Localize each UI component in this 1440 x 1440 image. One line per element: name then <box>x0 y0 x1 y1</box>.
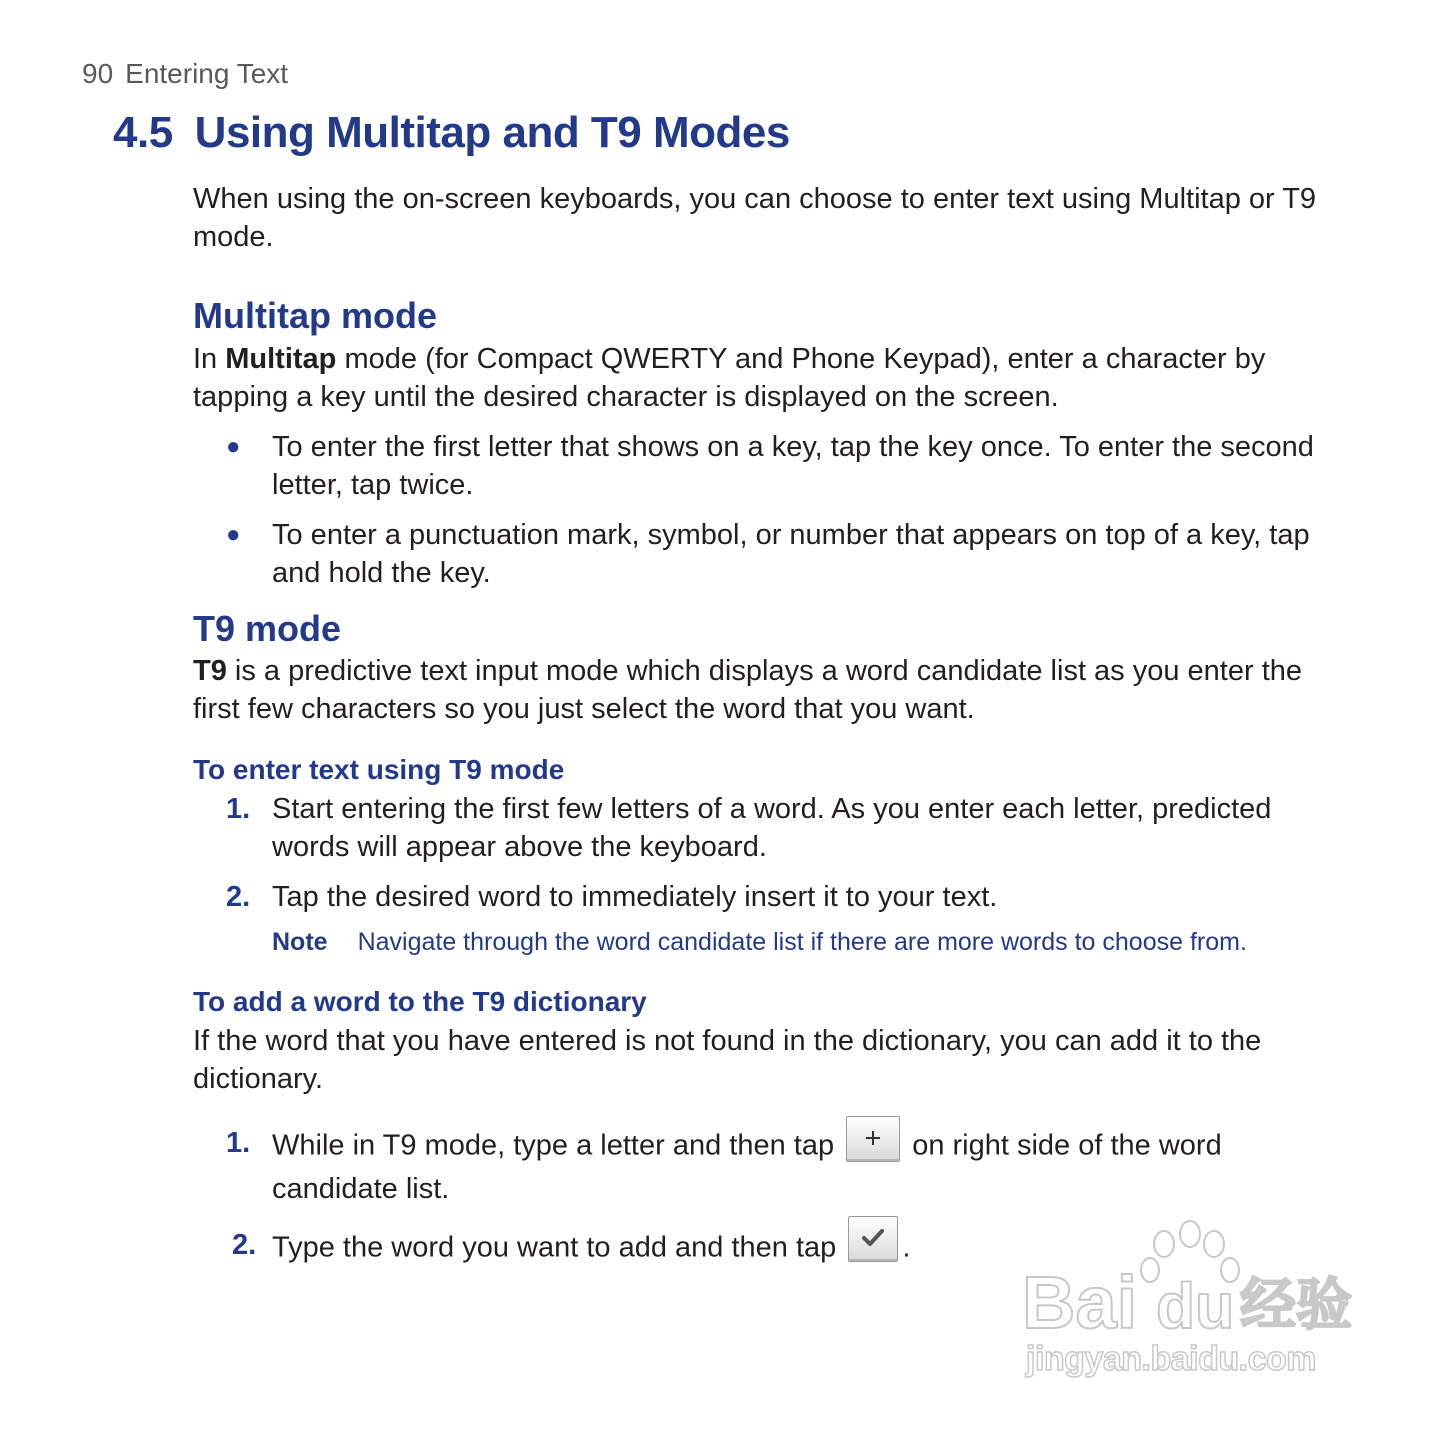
checkmark-button-icon[interactable] <box>848 1216 898 1262</box>
multitap-bullet-1 <box>226 428 1326 504</box>
enter-step-2 <box>226 878 1326 916</box>
step-number: 1. <box>226 1127 251 1159</box>
bullet-icon: ● <box>226 521 241 548</box>
step-text <box>272 1124 1326 1208</box>
page-header <box>82 58 288 90</box>
add-word-paragraph: If the word that you have entered is not found in the dictionary, you can add it to the dictionary. <box>193 1025 1262 1095</box>
step2-text-after: . <box>902 1231 911 1264</box>
watermark-url: jingyan.baidu.com <box>1026 1340 1316 1378</box>
svg-text:经验: 经验 <box>1240 1273 1352 1338</box>
section-title <box>113 108 790 158</box>
multitap-paragraph <box>193 340 1323 416</box>
bullet-icon: ● <box>226 433 241 460</box>
intro-paragraph: When using the on-screen keyboards, you can choose to enter text using Multitap or T9 mode. <box>193 183 1317 253</box>
t9-heading: T9 mode <box>193 608 342 649</box>
step1-text-after: on right side of the word candidate list. <box>272 1129 1222 1205</box>
step-number: 2. <box>226 881 251 913</box>
enter-step-1 <box>226 790 1326 866</box>
add-word-heading: To add a word to the T9 dictionary <box>193 986 647 1017</box>
note-text: Navigate through the word candidate list if there are more words to choose from. <box>357 928 1247 956</box>
svg-text:du: du <box>1156 1270 1235 1340</box>
baidu-jingyan-logo <box>1018 1220 1358 1340</box>
multitap-para-suffix: mode (for Compact QWERTY and Phone Keypad), enter a character by tapping a key until the desired character is displayed on the screen. <box>193 343 1266 413</box>
step-text: Start entering the first few letters of a word. As you enter each letter, predicted words will appear above the keyboard. <box>272 793 1272 863</box>
enter-text-heading: To enter text using T9 mode <box>193 754 565 785</box>
baidu-watermark <box>1018 1220 1358 1390</box>
plus-button-icon[interactable] <box>846 1116 900 1162</box>
checkmark-icon <box>861 1227 885 1249</box>
bullet-text: To enter the first letter that shows on a key, tap the key once. To enter the second letter, tap twice. <box>272 431 1314 501</box>
step-number: 1. <box>226 793 251 825</box>
step1-text-before: While in T9 mode, type a letter and then tap <box>272 1129 843 1162</box>
bullet-text: To enter a punctuation mark, symbol, or number that appears on top of a key, tap and hold the key. <box>272 519 1310 589</box>
svg-text:Bai: Bai <box>1022 1261 1138 1340</box>
multitap-term: Multitap <box>225 343 337 375</box>
multitap-bullet-2 <box>226 516 1326 592</box>
step-text: Tap the desired word to immediately insert it to your text. <box>272 881 998 913</box>
t9-term: T9 <box>193 655 227 687</box>
step2-text-before: Type the word you want to add and then tap <box>272 1231 845 1264</box>
note-label: Note <box>272 928 328 956</box>
step-number: 2. <box>232 1229 257 1261</box>
section-number: 4.5 <box>113 108 173 157</box>
note <box>272 928 1247 957</box>
t9-paragraph <box>193 652 1323 728</box>
page-number: 90 <box>82 58 114 89</box>
chapter-title: Entering Text <box>125 58 289 89</box>
add-step-1 <box>226 1124 1326 1208</box>
multitap-heading: Multitap mode <box>193 295 437 336</box>
t9-para-suffix: is a predictive text input mode which displays a word candidate list as you enter the first few characters so you just select the word that you want. <box>193 655 1303 725</box>
section-title-text: Using Multitap and T9 Modes <box>194 108 790 157</box>
multitap-para-prefix: In <box>193 343 226 375</box>
